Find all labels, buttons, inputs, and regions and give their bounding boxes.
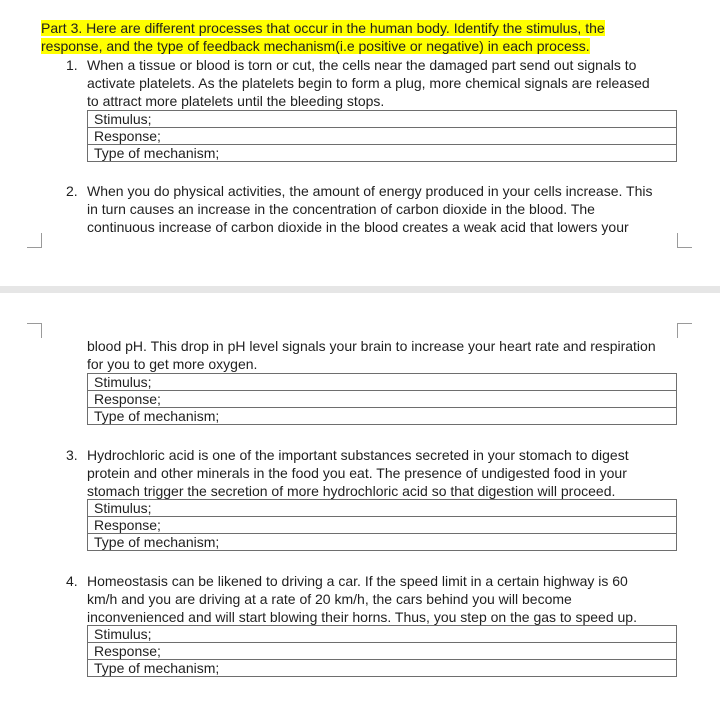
- text-line: in turn causes an increase in the concentration of carbon dioxide in the blood. The: [87, 201, 595, 217]
- text-line: to attract more platelets until the bleeding stops.: [87, 93, 385, 109]
- item-number: 4.: [66, 573, 78, 589]
- item-1-answer-table: [87, 110, 677, 162]
- item-number: 1.: [66, 57, 78, 73]
- page-corner-mark: [27, 233, 42, 248]
- response-field[interactable]: Response;: [88, 391, 677, 408]
- heading-line-2: response, and the type of feedback mechanism(i.e positive or negative) in each process.: [41, 38, 590, 54]
- text-line: Homeostasis can be likened to driving a car. If the speed limit in a certain highway is 60: [87, 573, 628, 589]
- item-number: 3.: [66, 447, 78, 463]
- item-2-answer-table: [87, 373, 677, 425]
- item-1-text: [87, 56, 687, 110]
- heading-line-1: Part 3. Here are different processes that occur in the human body. Identify the stimulus, the: [41, 20, 605, 36]
- item-3-text: [87, 446, 687, 500]
- part-heading: [41, 19, 641, 55]
- text-line: continuous increase of carbon dioxide in the blood creates a weak acid that lowers your: [87, 219, 629, 235]
- response-field[interactable]: Response;: [88, 643, 677, 660]
- response-field[interactable]: Response;: [88, 128, 677, 145]
- text-line: When a tissue or blood is torn or cut, the cells near the damaged part send out signals to: [87, 57, 637, 73]
- response-field[interactable]: Response;: [88, 517, 677, 534]
- mechanism-field[interactable]: Type of mechanism;: [88, 408, 677, 425]
- text-line: stomach trigger the secretion of more hydrochloric acid so that digestion will proceed.: [87, 483, 616, 499]
- text-line: protein and other minerals in the food you eat. The presence of undigested food in your: [87, 465, 627, 481]
- item-3-answer-table: [87, 499, 677, 551]
- page-corner-mark: [27, 323, 42, 338]
- item-number: 2.: [66, 183, 78, 199]
- stimulus-field[interactable]: Stimulus;: [88, 374, 677, 391]
- text-line: inconvenienced and will start blowing their horns. Thus, you step on the gas to speed up.: [87, 609, 637, 625]
- stimulus-field[interactable]: Stimulus;: [88, 626, 677, 643]
- item-2-text-part1: [87, 182, 687, 236]
- document-page-top: [0, 0, 720, 286]
- document-page-bottom: [0, 293, 720, 723]
- mechanism-field[interactable]: Type of mechanism;: [88, 145, 677, 162]
- text-line: When you do physical activities, the amount of energy produced in your cells increase. This: [87, 183, 653, 199]
- item-4-answer-table: [87, 625, 677, 677]
- stimulus-field[interactable]: Stimulus;: [88, 111, 677, 128]
- stimulus-field[interactable]: Stimulus;: [88, 500, 677, 517]
- mechanism-field[interactable]: Type of mechanism;: [88, 660, 677, 677]
- text-line: blood pH. This drop in pH level signals your brain to increase your heart rate and respiration: [87, 338, 656, 354]
- text-line: Hydrochloric acid is one of the important substances secreted in your stomach to digest: [87, 447, 629, 463]
- page-corner-mark: [677, 323, 692, 338]
- item-4-text: [87, 572, 687, 626]
- text-line: km/h and you are driving at a rate of 20 km/h, the cars behind you will become: [87, 591, 572, 607]
- page-corner-mark: [677, 233, 692, 248]
- item-2-text-part2: [87, 337, 687, 373]
- text-line: activate platelets. As the platelets begin to form a plug, more chemical signals are released: [87, 75, 650, 91]
- page-break: [0, 286, 720, 293]
- mechanism-field[interactable]: Type of mechanism;: [88, 534, 677, 551]
- text-line: for you to get more oxygen.: [87, 356, 258, 372]
